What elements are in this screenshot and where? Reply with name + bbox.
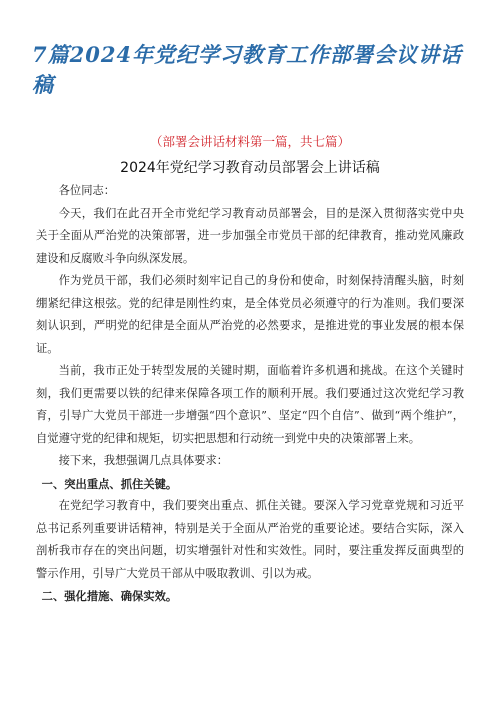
body-paragraph: 在党纪学习教育中，我们要突出重点、抓住关键。要深入学习党章党规和习近平总书记系列重要讲话精神，特别是关于全面从严治党的重要论述。要结合实际，深入剖析我市存在的突出问题，切实增强针对性和实效性。同时，要注重发挥反面典型的警示作用，引导广大党员干部从中吸取教训、引以为戒。 (36, 499, 464, 580)
section-heading: 二、强化措施、确保实效。 (41, 589, 178, 603)
body-paragraph: 接下来，我想强调几点具体要求： (58, 454, 229, 467)
speech-title: 2024年党纪学习教育动员部署会上讲话稿 (120, 160, 380, 176)
body-paragraph: 作为党员干部，我们必须时刻牢记自己的身份和使命，时刻保持清醒头脑，时刻绷紧纪律这根弦。党的纪律是刚性约束，是全体党员必须遵守的行为准则。我们要深刻认识到，严明党的纪律是全面从严治党的必然要求，是推进党的事业发展的根本保证。 (36, 274, 464, 355)
body-paragraph: 当前，我市正处于转型发展的关键时期，面临着许多机遇和挑战。在这个关键时刻，我们更需要以铁的纪律来保障各项工作的顺利开展。我们要通过这次党纪学习教育，引导广大党员干部进一步增强“四个意识”、坚定“四个自信”、做到“两个维护”，自觉遵守党的纪律和规矩，切实把思想和行动统一到党中央的决策部署上来。 (36, 364, 464, 445)
document-body (36, 180, 464, 608)
section-heading: 一、突出重点、抓住关键。 (41, 476, 178, 491)
document-title: 7篇2024年党纪学习教育工作部署会议讲话稿 (32, 42, 463, 97)
body-paragraph: 今天，我们在此召开全市党纪学习教育动员部署会，目的是深入贯彻落实党中央关于全面从严治党的决策部署，进一步加强全市党员干部的纪律教育，推动党风廉政建设和反腐败斗争向纵深发展。 (36, 206, 464, 265)
salutation: 各位同志： (58, 184, 116, 197)
document-series-note: （部署会讲话材料第一篇，共七篇） (149, 134, 350, 149)
